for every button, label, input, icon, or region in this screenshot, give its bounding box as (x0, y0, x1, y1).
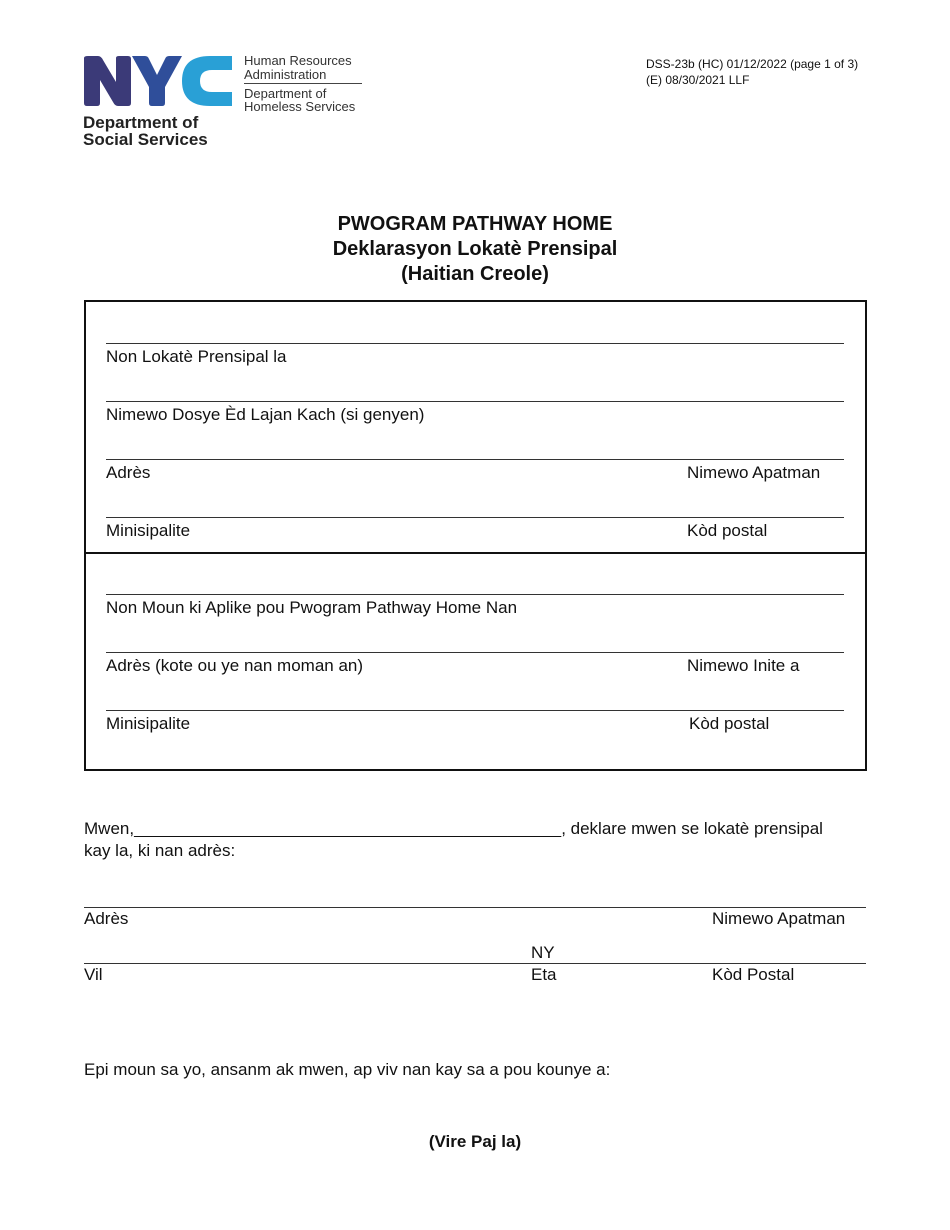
occupants-statement: Epi moun sa yo, ansanm ak mwen, ap viv nan kay sa a pou kounye a: (84, 1060, 611, 1079)
principal-zip-label: Kòd Postal (712, 965, 795, 984)
agency-hra-line2: Administration (244, 67, 327, 82)
principal-state-label: Eta (531, 965, 557, 984)
applicant-city-label: Minisipalite (106, 714, 191, 733)
box-divider (85, 552, 866, 554)
agency-dhs-line1: Department of (244, 86, 327, 101)
principal-apartment-label: Nimewo Apatman (712, 909, 846, 928)
case-number-label: Nimewo Dosye Èd Lajan Kach (si genyen) (106, 405, 425, 424)
agency-divider (244, 83, 362, 84)
applicant-zip-label: Kòd postal (689, 714, 770, 733)
nyc-logo-icon (82, 54, 236, 108)
applicant-address-label: Adrès (kote ou ye nan moman an) (106, 656, 364, 675)
landlord-address-label: Adrès (106, 463, 151, 482)
landlord-city-field[interactable] (106, 517, 844, 518)
principal-address-field[interactable] (84, 907, 866, 908)
agency-hra-line1: Human Resources (244, 53, 352, 68)
landlord-apartment-label: Nimewo Apatman (687, 463, 821, 482)
principal-city-field[interactable] (84, 963, 866, 964)
principal-address-label: Adrès (84, 909, 129, 928)
applicant-name-field[interactable] (106, 594, 844, 595)
applicant-city-field[interactable] (106, 710, 844, 711)
landlord-city-label: Minisipalite (106, 521, 191, 540)
state-value: NY (531, 943, 555, 962)
landlord-name-field[interactable] (106, 343, 844, 344)
applicant-unit-label: Nimewo Inite a (687, 656, 800, 675)
declaration-line2: kay la, ki nan adrès: (84, 841, 236, 860)
applicant-name-label: Non Moun ki Aplike pou Pwogram Pathway Home Nan (106, 598, 518, 617)
turn-page-note: (Vire Paj la) (428, 1132, 522, 1151)
landlord-name-label: Non Lokatè Prensipal la (106, 347, 287, 366)
form-title: PWOGRAM PATHWAY HOME (337, 213, 613, 235)
form-subtitle: Deklarasyon Lokatè Prensipal (332, 238, 618, 260)
agency-dhs-line2: Homeless Services (244, 99, 356, 114)
form-identifier: DSS-23b (HC) 01/12/2022 (page 1 of 3) (E) 08/30/2021 LLF (646, 57, 859, 87)
landlord-zip-label: Kòd postal (687, 521, 768, 540)
form-language: (Haitian Creole) (401, 263, 549, 285)
applicant-address-field[interactable] (106, 652, 844, 653)
principal-city-label: Vil (84, 965, 103, 984)
landlord-address-field[interactable] (106, 459, 844, 460)
dept-social-services: Department of Social Services (83, 113, 208, 149)
declarant-name-blank[interactable]: ________________________________________________ (134, 821, 562, 838)
declaration-line1: Mwen,________________________________________________, deklare mwen se lokatè prensipal (84, 819, 823, 838)
case-number-field[interactable] (106, 401, 844, 402)
